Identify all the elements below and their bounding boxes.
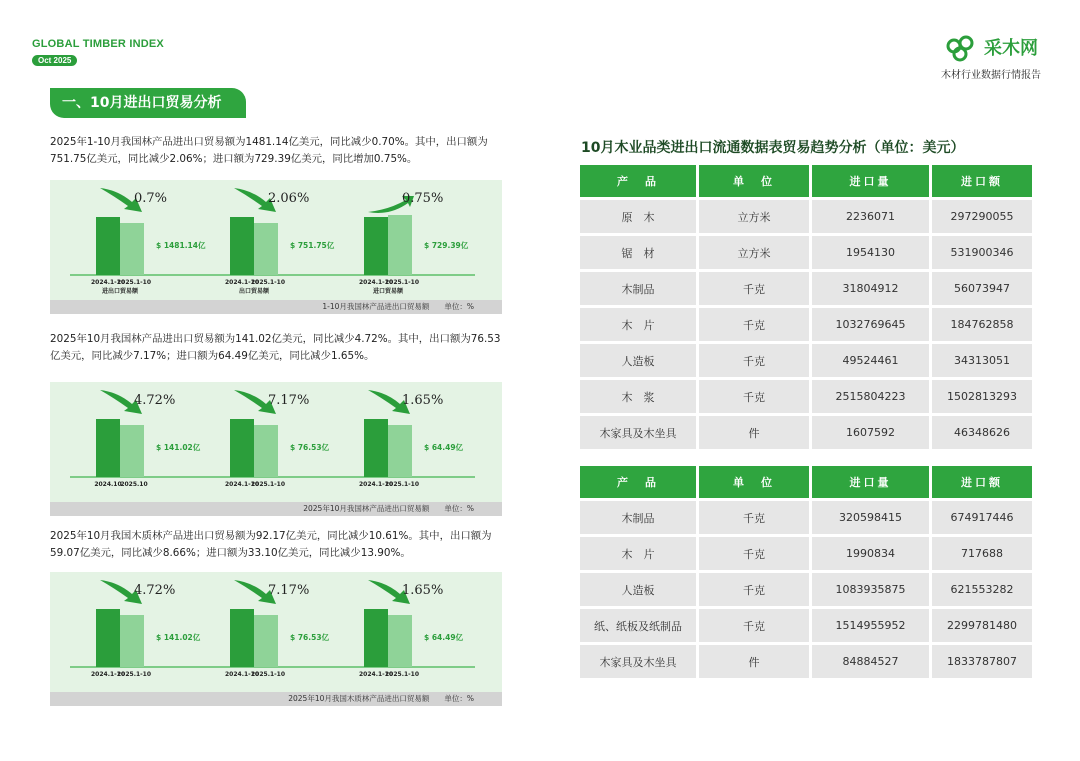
period-label: 2025.1-10: [385, 671, 419, 678]
bar-previous: [230, 217, 254, 275]
table-row: [580, 272, 1032, 305]
table-cell: 1833787807: [932, 645, 1032, 678]
table-cell: 1954130: [812, 236, 929, 269]
amount-label: $ 1481.14亿: [156, 241, 206, 250]
table-cell: 木 片: [580, 537, 696, 570]
table-cell: 56073947: [932, 272, 1032, 305]
table-cell: 立方米: [699, 200, 809, 233]
chart-2: [50, 382, 502, 516]
table-cell: 297290055: [932, 200, 1032, 233]
percent-change-label: 1.65%: [402, 393, 444, 408]
summary-paragraph-3: 2025年10月我国木质林产品进出口贸易额为92.17亿美元，同比减少10.61%。其中，出口额为59.07亿美元，同比减少8.66%；进口额为33.10亿美元，同比减少13.90%。: [50, 530, 492, 559]
period-label: 2024.1-10: [359, 671, 393, 678]
amount-label: $ 64.49亿: [424, 633, 464, 642]
period-label: 2024.10: [94, 481, 122, 488]
amount-label: $ 141.02亿: [156, 443, 201, 452]
table-cell: 千克: [699, 272, 809, 305]
bar-previous: [230, 419, 254, 477]
amount-label: $ 76.53亿: [290, 443, 330, 452]
table-row: [580, 573, 1032, 606]
table-cell: 1607592: [812, 416, 929, 449]
table-cell: 件: [699, 416, 809, 449]
percent-change-label: 1.65%: [402, 583, 444, 598]
table-header-row: [580, 165, 1032, 197]
table-row: [580, 344, 1032, 377]
bar-current: [120, 223, 144, 275]
bar-current: [388, 615, 412, 667]
period-label: 2025.1-10: [251, 671, 285, 678]
table-cell: 立方米: [699, 236, 809, 269]
table-cell: 46348626: [932, 416, 1032, 449]
table-cell: 原 木: [580, 200, 696, 233]
table-cell: 1083935875: [812, 573, 929, 606]
bar-previous: [96, 609, 120, 667]
period-label: 2025.1-10: [385, 481, 419, 488]
table-header-cell: 进口额: [932, 466, 1032, 498]
table-header-cell: 进口量: [812, 165, 929, 197]
bar-previous: [364, 217, 388, 275]
chart-caption-3: 2025年10月我国木质林产品进出口贸易额 单位：%: [50, 692, 502, 706]
brand-subtitle: 木材行业数据行情报告: [941, 70, 1041, 81]
table-row: [580, 501, 1032, 534]
brand-logo-icon: [944, 34, 984, 64]
table-cell: 木制品: [580, 501, 696, 534]
chart-3: [50, 572, 502, 706]
table-cell: 千克: [699, 344, 809, 377]
period-label: 2024.1-10: [359, 481, 393, 488]
bar-previous: [364, 609, 388, 667]
table-header-cell: 进口量: [812, 466, 929, 498]
bar-current: [254, 223, 278, 275]
chart-caption-1: 1-10月我国林产品进出口贸易额 单位：%: [50, 300, 502, 314]
period-label: 2025.1-10: [251, 279, 285, 286]
date-badge: Oct 2025: [32, 55, 77, 66]
table-row: [580, 645, 1032, 678]
table-cell: 千克: [699, 609, 809, 642]
table-cell: 1502813293: [932, 380, 1032, 413]
chart-1: [50, 180, 502, 314]
group-label: 出口贸易额: [238, 288, 270, 295]
table-row: [580, 537, 1032, 570]
percent-change-label: 4.72%: [134, 583, 176, 598]
table-cell: 人造板: [580, 344, 696, 377]
period-label: 2025.1-10: [385, 279, 419, 286]
table-cell: 2236071: [812, 200, 929, 233]
table-cell: 621553282: [932, 573, 1032, 606]
bar-current: [254, 615, 278, 667]
table-cell: 49524461: [812, 344, 929, 377]
table-header-cell: 单 位: [699, 466, 809, 498]
table-cell: 千克: [699, 573, 809, 606]
table-cell: 717688: [932, 537, 1032, 570]
amount-label: $ 729.39亿: [424, 241, 469, 250]
chart-panel-3: [50, 572, 502, 706]
percent-change-label: 7.17%: [268, 393, 310, 408]
bar-previous: [364, 419, 388, 477]
table-header-row: [580, 466, 1032, 498]
bar-previous: [96, 419, 120, 477]
table-section-title: 10月木业品类进出口流通数据表贸易趋势分析（单位：美元）: [581, 140, 965, 156]
percent-change-label: 7.17%: [268, 583, 310, 598]
table-cell: 木制品: [580, 272, 696, 305]
period-label: 2025.1-10: [251, 481, 285, 488]
table-row: [580, 200, 1032, 233]
table-cell: 千克: [699, 501, 809, 534]
period-label: 2025.10: [120, 481, 148, 488]
table-row: [580, 236, 1032, 269]
table-cell: 184762858: [932, 308, 1032, 341]
table-cell: 木家具及木坐具: [580, 416, 696, 449]
table-cell: 纸、纸板及纸制品: [580, 609, 696, 642]
trade-table-1: [577, 162, 1035, 452]
table-cell: 1032769645: [812, 308, 929, 341]
amount-label: $ 141.02亿: [156, 633, 201, 642]
percent-change-label: 0.7%: [134, 191, 168, 206]
table-cell: 674917446: [932, 501, 1032, 534]
bar-current: [388, 215, 412, 275]
bar-current: [120, 425, 144, 477]
period-label: 2024.1-10: [91, 671, 125, 678]
table-cell: 木 浆: [580, 380, 696, 413]
period-label: 2024.1-10: [225, 279, 259, 286]
index-title: GLOBAL TIMBER INDEX: [32, 38, 164, 50]
period-label: 2024.1-10: [225, 481, 259, 488]
table-cell: 1990834: [812, 537, 929, 570]
table-row: [580, 416, 1032, 449]
percent-change-label: 2.06%: [268, 191, 310, 206]
table-cell: 320598415: [812, 501, 929, 534]
group-label: 进口贸易额: [372, 288, 404, 295]
trade-table-2: [577, 463, 1035, 681]
period-label: 2024.1-10: [91, 279, 125, 286]
percent-change-label: 4.72%: [134, 393, 176, 408]
group-label: 进出口贸易额: [101, 288, 139, 295]
brand-name: 采木网: [984, 38, 1038, 59]
section-title: 一、10月进出口贸易分析: [50, 88, 246, 118]
table-row: [580, 380, 1032, 413]
percent-change-label: 0.75%: [402, 191, 444, 206]
table-cell: 千克: [699, 308, 809, 341]
table-cell: 2299781480: [932, 609, 1032, 642]
period-label: 2025.1-10: [117, 279, 151, 286]
bar-previous: [96, 217, 120, 275]
bar-previous: [230, 609, 254, 667]
table-cell: 千克: [699, 537, 809, 570]
summary-paragraph-1: 2025年1-10月我国林产品进出口贸易额为1481.14亿美元，同比减少0.70%。其中，出口额为751.75亿美元，同比减少2.06%；进口额为729.39亿美元，同比增加0.75%。: [50, 136, 488, 165]
bar-current: [388, 425, 412, 477]
table-header-cell: 产 品: [580, 466, 696, 498]
table-header-cell: 产 品: [580, 165, 696, 197]
table-cell: 34313051: [932, 344, 1032, 377]
table-cell: 木 片: [580, 308, 696, 341]
table-cell: 木家具及木坐具: [580, 645, 696, 678]
chart-panel-2: [50, 382, 502, 516]
amount-label: $ 64.49亿: [424, 443, 464, 452]
table-cell: 锯 材: [580, 236, 696, 269]
table-header-cell: 进口额: [932, 165, 1032, 197]
amount-label: $ 751.75亿: [290, 241, 335, 250]
bar-current: [120, 615, 144, 667]
table-cell: 千克: [699, 380, 809, 413]
bar-current: [254, 425, 278, 477]
table-cell: 2515804223: [812, 380, 929, 413]
table-header-cell: 单 位: [699, 165, 809, 197]
amount-label: $ 76.53亿: [290, 633, 330, 642]
chart-caption-2: 2025年10月我国林产品进出口贸易额 单位：%: [50, 502, 502, 516]
period-label: 2025.1-10: [117, 671, 151, 678]
chart-panel-1: [50, 180, 502, 314]
table-cell: 人造板: [580, 573, 696, 606]
summary-paragraph-2: 2025年10月我国林产品进出口贸易额为141.02亿美元，同比减少4.72%。其中，出口额为76.53亿美元，同比减少7.17%；进口额为64.49亿美元，同比减少1.65%。: [50, 333, 501, 362]
period-label: 2024.1-10: [359, 279, 393, 286]
table-cell: 84884527: [812, 645, 929, 678]
table-row: [580, 308, 1032, 341]
table-cell: 件: [699, 645, 809, 678]
table-cell: 31804912: [812, 272, 929, 305]
table-row: [580, 609, 1032, 642]
table-cell: 531900346: [932, 236, 1032, 269]
period-label: 2024.1-10: [225, 671, 259, 678]
table-cell: 1514955952: [812, 609, 929, 642]
